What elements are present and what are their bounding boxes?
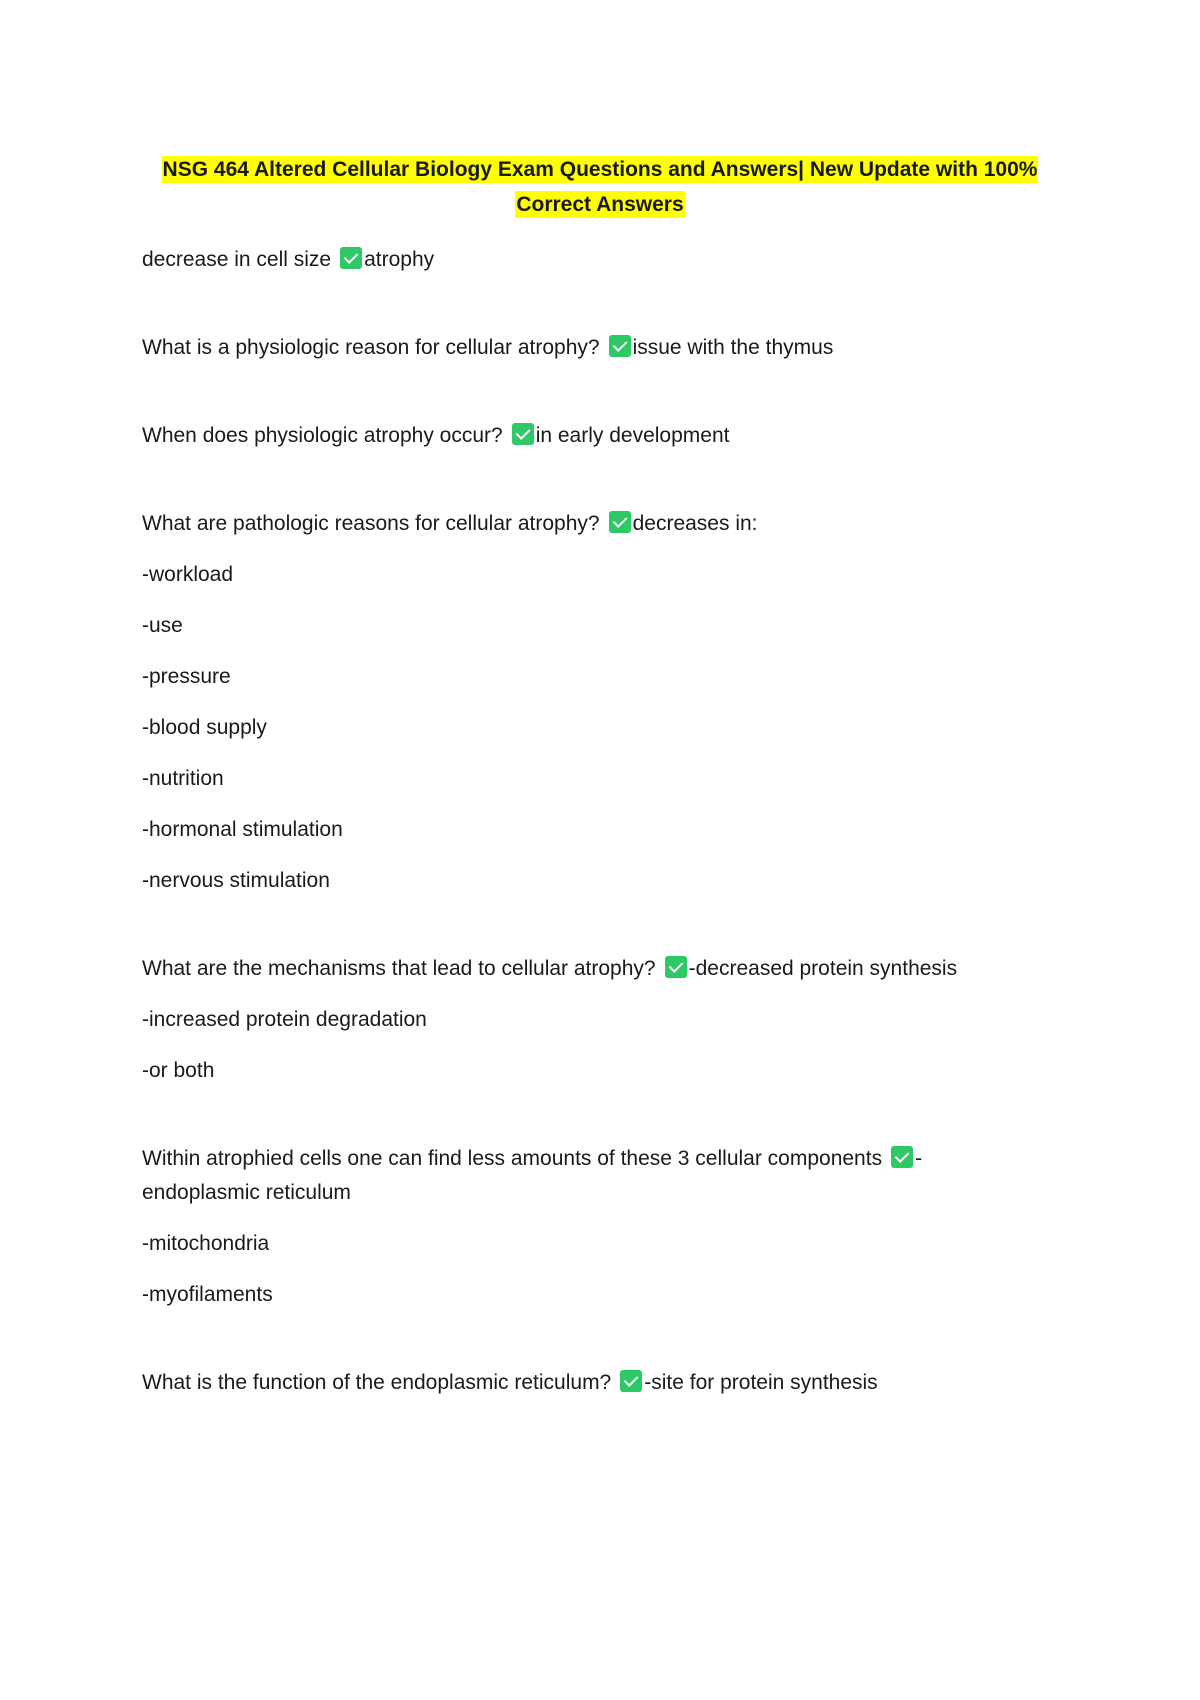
question-text: When does physiologic atrophy occur? [142,424,503,447]
qa-item [142,1142,1022,1312]
answer-list-item: -or both [142,1059,215,1082]
check-icon [620,1370,642,1392]
title-line-2: Correct Answers [516,193,684,216]
qa-item [142,331,1022,365]
qa-item [142,952,1022,1088]
answer-text: in early development [535,424,730,447]
answer-list-item: -myofilaments [142,1283,273,1306]
answer-text: decreases in: [632,512,758,535]
qa-item [142,507,1022,898]
qa-item [142,419,1022,453]
question-text: What are the mechanisms that lead to cellular atrophy? [142,957,656,980]
document-title [150,152,1050,222]
check-icon [609,511,631,533]
answer-list-item: -nutrition [142,767,224,790]
answer-list-item: -nervous stimulation [142,869,330,892]
answer-list-item: -hormonal stimulation [142,818,343,841]
question-text: Within atrophied cells one can find less amounts of these 3 cellular components [142,1147,883,1170]
answer-text: issue with the thymus [632,336,834,359]
qa-line [142,1142,1022,1210]
check-icon [891,1146,913,1168]
qa-line [142,952,1022,986]
check-icon [512,423,534,445]
check-icon [665,956,687,978]
answer-text: atrophy [364,248,435,271]
qa-line [142,1366,1022,1400]
qa-item [142,243,1022,277]
qa-item [142,1366,1022,1400]
question-text: What are pathologic reasons for cellular atrophy? [142,512,600,535]
qa-line [142,507,1022,541]
answer-list-item: -pressure [142,665,231,688]
answer-list-item: -increased protein degradation [142,1008,427,1031]
answer-list-item: -workload [142,563,234,586]
qa-line [142,331,1022,365]
question-text: What is the function of the endoplasmic reticulum? [142,1371,612,1394]
question-text: What is a physiologic reason for cellular atrophy? [142,336,600,359]
title-line-1: NSG 464 Altered Cellular Biology Exam Questions and Answers| New Update with 100% [162,158,1038,181]
answer-list-item: -blood supply [142,716,267,739]
question-text: decrease in cell size [142,248,332,271]
answer-text: -site for protein synthesis [644,1371,878,1394]
answer-list-item: -mitochondria [142,1232,270,1255]
answer-list-item: -use [142,614,183,637]
qa-line [142,419,1022,453]
answer-text: -endoplasmic reticulum [142,1147,923,1204]
check-icon [609,335,631,357]
qa-line [142,243,1022,277]
answer-text: -decreased protein synthesis [688,957,958,980]
qa-list [142,243,1022,1454]
check-icon [340,247,362,269]
